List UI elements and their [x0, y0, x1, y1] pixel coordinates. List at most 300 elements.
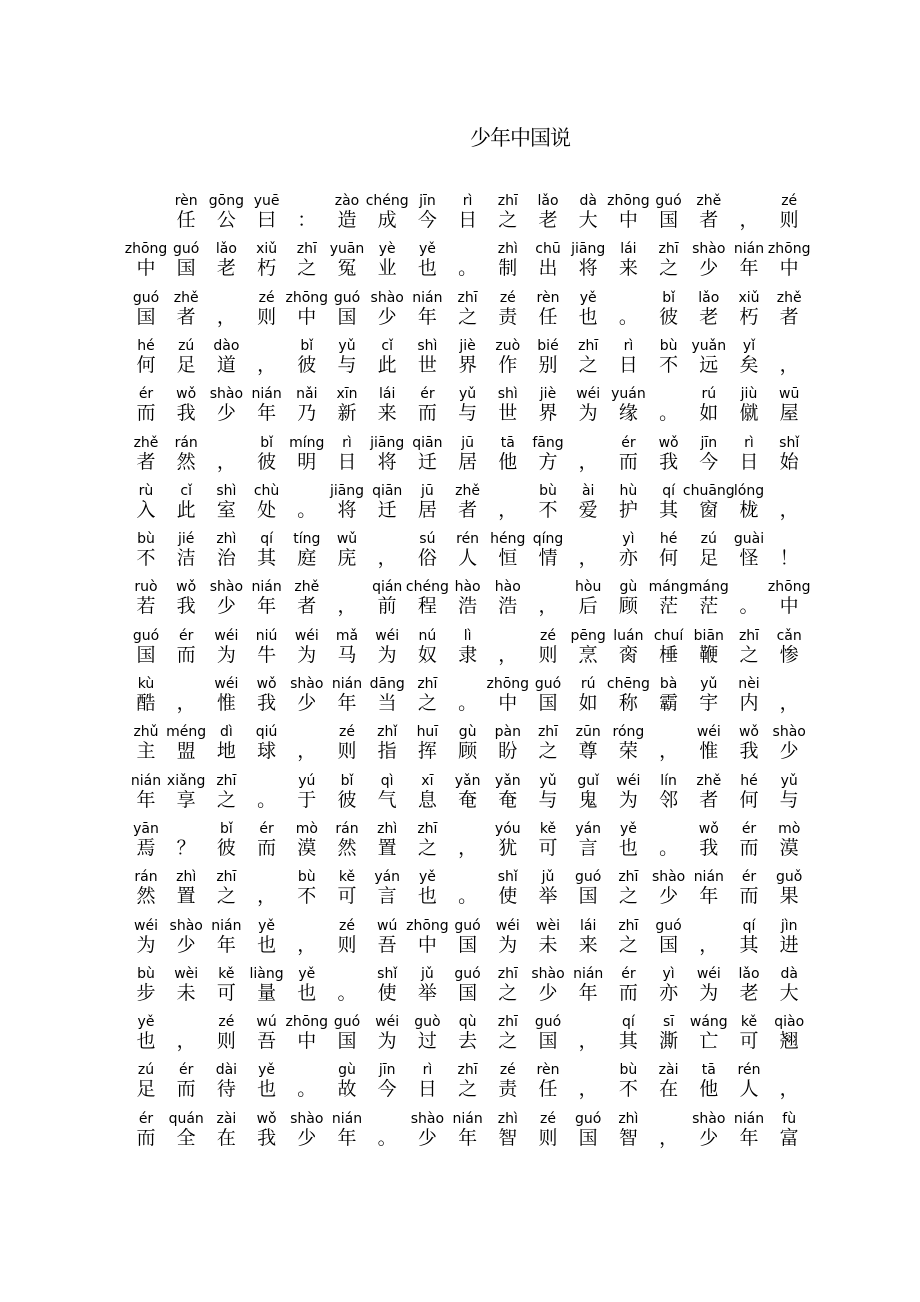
pinyin: yě [298, 965, 316, 982]
hanzi: 老 [699, 305, 719, 328]
pinyin: yuē [253, 193, 280, 209]
hanzi: 国 [578, 885, 598, 908]
pinyin: bà [659, 676, 678, 692]
pinyin: guó [575, 1110, 602, 1127]
hanzi: 少 [779, 740, 799, 763]
hanzi: 方 [538, 450, 558, 473]
pinyin: jìn [780, 917, 798, 934]
hanzi: 荣 [618, 740, 638, 763]
hanzi: 也 [257, 933, 277, 956]
hanzi: 可 [538, 836, 558, 859]
pinyin: jiāng [571, 241, 606, 258]
pinyin: zhī [578, 337, 599, 354]
hanzi: 主 [136, 740, 156, 763]
pinyin: yán [575, 820, 602, 837]
punctuation: 。 [739, 595, 759, 618]
pinyin: qí [622, 1014, 635, 1031]
hanzi: 不 [659, 353, 679, 376]
pinyin: wéi [616, 772, 641, 789]
pinyin: yú [298, 772, 316, 789]
text-line [0, 289, 920, 333]
pinyin: rèn [536, 289, 560, 306]
pinyin: wèi [174, 965, 199, 982]
hanzi: 之 [417, 692, 437, 714]
hanzi: 界 [458, 353, 478, 376]
pinyin: rú [580, 676, 596, 692]
hanzi: 烹 [578, 643, 598, 666]
pinyin: wéi [294, 627, 319, 644]
hanzi: 足 [699, 547, 719, 570]
hanzi: 霸 [659, 692, 679, 714]
text-line [0, 192, 920, 236]
pinyin: ér [138, 1110, 154, 1127]
pinyin: jū [421, 482, 434, 499]
pinyin: kě [218, 965, 235, 982]
pinyin: quán [168, 1110, 204, 1127]
text-line [0, 1061, 920, 1105]
hanzi: 日 [417, 1078, 437, 1101]
hanzi: 任 [176, 209, 196, 231]
hanzi: 之 [458, 1078, 478, 1101]
hanzi: 奄 [458, 788, 478, 811]
pinyin: ér [741, 869, 757, 886]
hanzi: 大 [578, 209, 598, 231]
pinyin: zhōng [486, 676, 530, 692]
pinyin: shào [651, 869, 686, 886]
text-line [0, 337, 920, 381]
punctuation: ， [377, 547, 397, 570]
hanzi: 老 [216, 257, 236, 280]
pinyin: shào [692, 1110, 726, 1127]
pinyin: míng [289, 434, 325, 451]
pinyin: rán [134, 869, 158, 886]
character-with-pinyin [729, 530, 769, 574]
hanzi: 也 [417, 885, 437, 908]
character-with-pinyin [568, 289, 608, 333]
hanzi: 如 [699, 402, 719, 425]
character-with-pinyin [729, 482, 769, 526]
pinyin: rì [623, 337, 634, 354]
hanzi: 后 [578, 595, 598, 618]
pinyin: shào [772, 724, 806, 741]
hanzi: 未 [176, 981, 196, 1004]
pinyin: yuán [611, 386, 646, 403]
pinyin: zhī [417, 820, 438, 837]
pinyin: zhǐ [377, 724, 398, 741]
hanzi: 窗 [699, 498, 719, 521]
hanzi: 也 [618, 836, 638, 859]
hanzi: 我 [176, 402, 196, 425]
pinyin: qí [742, 917, 756, 934]
hanzi: 而 [618, 981, 638, 1004]
pinyin: dài [215, 1062, 238, 1079]
punctuation: ！ [779, 547, 799, 570]
pinyin: zé [258, 289, 275, 306]
pinyin: guǒ [776, 869, 803, 886]
pinyin: ér [179, 1062, 194, 1079]
hanzi: 栊 [739, 498, 759, 521]
punctuation: 。 [337, 981, 357, 1004]
pinyin: zài [216, 1110, 237, 1127]
hanzi: 盼 [498, 740, 518, 763]
pinyin: ér [259, 820, 274, 837]
pinyin: luán [613, 627, 644, 644]
hanzi: 犹 [498, 836, 518, 859]
pinyin: yě [137, 1014, 155, 1031]
hanzi: 人 [458, 547, 478, 570]
pinyin: rì [422, 1062, 433, 1079]
pinyin: guò [414, 1014, 441, 1031]
hanzi: 茫 [699, 595, 719, 618]
character-with-pinyin [247, 192, 287, 236]
hanzi: 则 [538, 1126, 558, 1149]
hanzi: 前 [377, 595, 397, 618]
hanzi: 之 [739, 643, 759, 666]
pinyin: máng [688, 579, 729, 596]
pinyin: bǐ [220, 820, 233, 837]
hanzi: 者 [779, 305, 799, 328]
hanzi: 庭 [297, 547, 317, 570]
pinyin: niú [255, 627, 278, 644]
hanzi: 使 [498, 885, 518, 908]
pinyin: gù [458, 724, 477, 741]
hanzi: 国 [659, 209, 679, 231]
hanzi: 乃 [297, 402, 317, 425]
pinyin: héng [490, 531, 526, 548]
hanzi: 人 [739, 1078, 759, 1101]
pinyin: nián [211, 917, 242, 934]
hanzi: 则 [337, 933, 357, 956]
pinyin: máng [648, 579, 689, 596]
hanzi: 之 [498, 209, 518, 231]
pinyin: tā [500, 434, 515, 451]
hanzi: 情 [538, 547, 558, 570]
hanzi: 日 [739, 450, 759, 473]
hanzi: 朽 [257, 257, 277, 280]
hanzi: 宇 [699, 692, 719, 714]
pinyin: hòu [575, 579, 602, 596]
pinyin: bù [297, 869, 316, 886]
pinyin: qiān [372, 482, 403, 499]
pinyin: qiān [412, 434, 443, 451]
pinyin: zuò [495, 337, 521, 354]
pinyin: rén [456, 531, 480, 548]
pinyin: ruò [134, 579, 158, 596]
hanzi: 故 [337, 1078, 357, 1101]
hanzi: 之 [297, 257, 317, 280]
pinyin: jǔ [421, 965, 434, 982]
pinyin: xī [421, 772, 434, 789]
hanzi: 不 [136, 547, 156, 570]
hanzi: 爱 [578, 498, 598, 521]
hanzi: 彼 [216, 836, 236, 859]
pinyin: zhì [497, 241, 518, 258]
pinyin: róng [612, 724, 645, 741]
hanzi: 彼 [337, 788, 357, 811]
hanzi: 而 [739, 836, 759, 859]
hanzi: 新 [337, 402, 357, 425]
hanzi: 去 [458, 1030, 478, 1053]
pinyin: wáng [689, 1014, 728, 1031]
pinyin: yì [662, 965, 675, 982]
character-with-pinyin [769, 723, 809, 767]
hanzi: 其 [618, 1030, 638, 1053]
hanzi: 任 [538, 305, 558, 328]
hanzi: 少 [176, 933, 196, 956]
pinyin: bǐ [662, 289, 675, 306]
pinyin: shào [290, 1110, 324, 1127]
character-with-pinyin [649, 917, 689, 961]
pinyin: wéi [375, 627, 400, 644]
pinyin: méng [166, 724, 207, 741]
hanzi: 何 [659, 547, 679, 570]
pinyin: jiāng [329, 482, 365, 499]
hanzi: 则 [779, 209, 799, 231]
hanzi: 缘 [618, 402, 638, 425]
character-with-pinyin [528, 530, 568, 574]
character-with-pinyin [608, 1110, 648, 1154]
character-with-pinyin [729, 337, 769, 381]
pinyin: yǎn [454, 772, 481, 789]
pinyin: qiú [255, 724, 278, 741]
pinyin: ér [621, 434, 636, 451]
pinyin: zé [540, 1110, 556, 1127]
hanzi: 业 [377, 257, 397, 280]
punctuation: ， [297, 740, 317, 763]
pinyin: rèn [174, 193, 198, 209]
pinyin: yè [378, 241, 396, 258]
hanzi: 而 [176, 643, 196, 666]
pinyin: fāng [532, 434, 564, 451]
pinyin: shào [531, 965, 565, 982]
hanzi: 吾 [257, 1030, 277, 1053]
pinyin: shǐ [377, 965, 398, 982]
pinyin: hào [494, 579, 521, 596]
pinyin: nián [412, 289, 443, 306]
pinyin: bǐ [340, 772, 354, 789]
character-with-pinyin [488, 578, 528, 622]
pinyin: mǎ [335, 627, 359, 644]
pinyin: zhōng [285, 289, 329, 306]
pinyin: dà [579, 193, 597, 209]
character-with-pinyin [769, 772, 809, 816]
pinyin: chù [253, 482, 280, 499]
character-with-pinyin [126, 675, 166, 719]
hanzi: 而 [739, 885, 759, 908]
hanzi: 脔 [618, 643, 638, 666]
hanzi: 可 [739, 1030, 759, 1053]
hanzi: 于 [297, 788, 317, 811]
pinyin: yān [133, 820, 159, 837]
character-with-pinyin [206, 868, 246, 912]
hanzi: 进 [779, 933, 799, 956]
hanzi: 我 [176, 595, 196, 618]
hanzi: 也 [136, 1030, 156, 1053]
pinyin: zhǔ [133, 724, 159, 741]
hanzi: 也 [578, 305, 598, 328]
hanzi: 也 [297, 981, 317, 1004]
pinyin: nǎi [296, 386, 318, 403]
hanzi: 则 [538, 643, 558, 666]
hanzi: 年 [699, 885, 719, 908]
hanzi: 年 [739, 257, 759, 280]
character-with-pinyin [247, 723, 287, 767]
hanzi: 彼 [257, 450, 277, 473]
hanzi: 亡 [699, 1030, 719, 1053]
pinyin: guó [655, 917, 682, 934]
hanzi: 道 [216, 353, 236, 376]
pinyin: nèi [738, 676, 760, 692]
character-with-pinyin [769, 240, 809, 284]
pinyin: guó [132, 289, 160, 306]
pinyin: zé [339, 724, 355, 741]
hanzi: 明 [297, 450, 317, 473]
pinyin: guó [575, 869, 602, 886]
hanzi: 我 [739, 740, 759, 763]
punctuation: ， [176, 1030, 196, 1053]
punctuation: ， [176, 692, 196, 714]
hanzi: 国 [176, 257, 196, 280]
pinyin: zài [658, 1062, 679, 1079]
pinyin: yě [579, 289, 597, 306]
pinyin: nián [130, 772, 162, 789]
hanzi: 此 [176, 498, 196, 521]
hanzi: 果 [779, 885, 799, 908]
hanzi: 室 [216, 498, 236, 521]
pinyin: wéi [696, 965, 721, 982]
pinyin: guó [132, 627, 160, 644]
hanzi: 居 [417, 498, 437, 521]
pinyin: wéi [375, 1014, 400, 1031]
pinyin: wéi [214, 676, 239, 692]
hanzi: 俗 [417, 547, 437, 570]
pinyin: chéng [405, 579, 449, 596]
pinyin: shào [410, 1110, 445, 1127]
pinyin: hé [137, 337, 155, 354]
character-with-pinyin [287, 965, 327, 1009]
punctuation: 。 [257, 788, 277, 811]
character-with-pinyin [608, 820, 648, 864]
character-with-pinyin [769, 965, 809, 1009]
hanzi: 国 [337, 305, 357, 328]
pinyin: wǒ [256, 1110, 277, 1127]
hanzi: 邻 [659, 788, 679, 811]
pinyin: rù [138, 482, 154, 499]
pinyin: yì [622, 531, 635, 548]
character-with-pinyin [608, 723, 648, 767]
hanzi: 若 [136, 595, 156, 618]
punctuation: 。 [618, 305, 638, 328]
hanzi: 言 [377, 885, 397, 908]
hanzi: 奄 [498, 788, 518, 811]
hanzi: 彼 [659, 305, 679, 328]
pinyin: shào [692, 241, 726, 258]
pinyin: yě [619, 820, 637, 837]
hanzi: 富 [779, 1126, 799, 1149]
hanzi: 恒 [498, 547, 518, 570]
pinyin: zé [781, 193, 798, 209]
pinyin: zhōng [406, 917, 449, 934]
hanzi: 年 [257, 595, 277, 618]
hanzi: 之 [498, 1030, 518, 1053]
hanzi: 老 [538, 209, 558, 231]
punctuation: ， [216, 450, 236, 473]
punctuation: ， [498, 643, 518, 666]
hanzi: 之 [216, 885, 236, 908]
punctuation: ， [779, 498, 799, 521]
hanzi: 鬼 [578, 788, 598, 811]
pinyin: zhōng [767, 579, 811, 596]
pinyin: wú [256, 1014, 277, 1031]
hanzi: 中 [297, 1030, 317, 1053]
pinyin: zé [339, 917, 355, 934]
pinyin: nián [331, 676, 363, 692]
pinyin: zú [700, 531, 717, 548]
pinyin: liàng [249, 965, 284, 982]
character-with-pinyin [729, 1061, 769, 1105]
punctuation: ， [739, 209, 759, 231]
pinyin: ér [138, 386, 154, 403]
hanzi: 中 [779, 257, 799, 280]
hanzi: 过 [417, 1030, 437, 1053]
hanzi: 漠 [779, 836, 799, 859]
hanzi: 而 [136, 1126, 156, 1149]
pinyin: gù [619, 579, 638, 596]
hanzi: 如 [578, 692, 598, 714]
hanzi: 远 [699, 353, 719, 376]
pinyin: rán [174, 434, 198, 451]
pinyin: nián [733, 1110, 765, 1127]
pinyin: xiǔ [256, 241, 278, 258]
hanzi: 与 [779, 788, 799, 811]
pinyin: ér [741, 820, 757, 837]
punctuation: ， [659, 740, 679, 763]
pinyin: shào [209, 579, 244, 596]
character-with-pinyin [247, 917, 287, 961]
punctuation: ， [699, 933, 719, 956]
pinyin: zhì [176, 869, 197, 886]
pinyin: jiè [539, 386, 557, 403]
pinyin: jīn [700, 434, 718, 451]
pinyin: zhōng [124, 241, 168, 258]
pinyin: yǔ [459, 386, 477, 403]
pinyin: dào [213, 337, 240, 354]
pinyin: lóng [733, 482, 765, 499]
hanzi: 为 [498, 933, 518, 956]
pinyin: zhōng [607, 193, 650, 209]
character-with-pinyin [769, 1013, 809, 1057]
document-title: 少年中国说 [470, 126, 570, 150]
hanzi: 中 [779, 595, 799, 618]
hanzi: 茫 [659, 595, 679, 618]
hanzi: 来 [618, 257, 638, 280]
hanzi: 亦 [659, 981, 679, 1004]
hanzi: 少 [538, 981, 558, 1004]
hanzi: 出 [538, 257, 558, 280]
hanzi: 国 [538, 692, 558, 714]
pinyin: ài [581, 482, 595, 499]
punctuation-mark [769, 337, 809, 381]
hanzi: 中 [498, 692, 518, 714]
pinyin: zhī [738, 627, 760, 644]
pinyin: nú [418, 627, 437, 644]
hanzi: 成 [377, 209, 397, 231]
pinyin: jīn [378, 1062, 396, 1079]
pinyin: guó [333, 1014, 361, 1031]
pinyin: nián [573, 965, 604, 982]
pinyin: qiào [774, 1014, 805, 1031]
hanzi: 地 [216, 740, 236, 763]
